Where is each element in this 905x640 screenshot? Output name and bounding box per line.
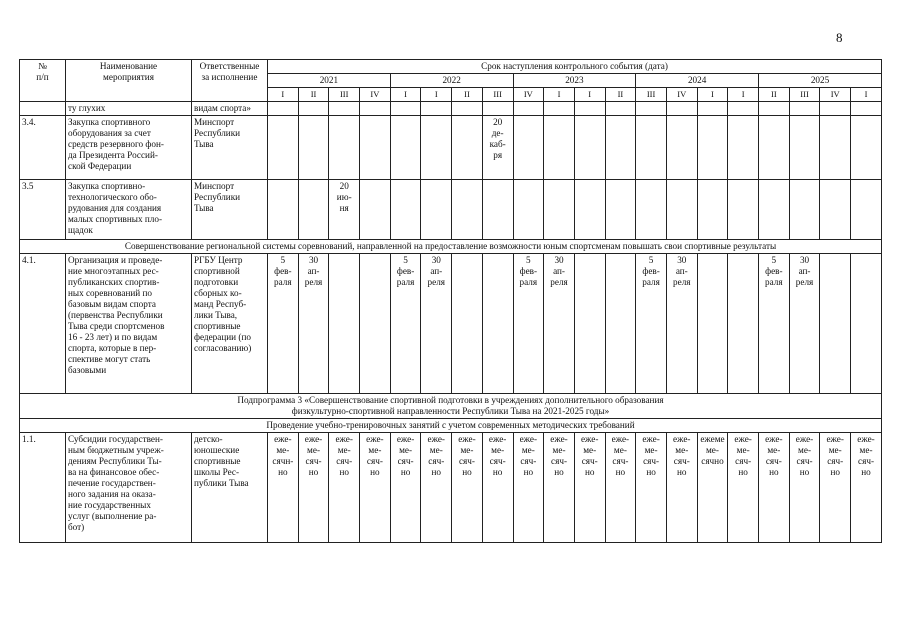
header-deadline: Срок наступления контрольного события (дата)	[268, 60, 882, 74]
quarter-header: I	[390, 88, 421, 102]
date-cell	[544, 116, 575, 180]
date-cell: еже- ме- сяч- но	[390, 433, 421, 543]
date-cell: ежеме ме- сячно	[697, 433, 728, 543]
date-cell	[452, 180, 483, 240]
date-cell	[605, 116, 636, 180]
year-header: 2025	[759, 74, 882, 88]
date-cell	[390, 116, 421, 180]
date-cell	[360, 116, 391, 180]
date-cell: еже- ме- сяч- но	[605, 433, 636, 543]
date-cell	[789, 116, 820, 180]
date-cell: 5 фев- раля	[759, 254, 790, 394]
control-events-table	[19, 59, 882, 543]
date-cell	[390, 102, 421, 116]
date-cell	[360, 102, 391, 116]
responsible: детско- юношеские спортивные школы Рес- публики Тыва	[192, 433, 268, 543]
date-cell	[605, 180, 636, 240]
date-cell	[513, 180, 544, 240]
date-cell	[820, 254, 851, 394]
quarter-header: I	[697, 88, 728, 102]
date-cell: 30 ап- реля	[544, 254, 575, 394]
date-cell	[820, 180, 851, 240]
section-heading-text: Совершенствование региональной системы соревнований, направленной на предоставление возможности юным спортсменам повышать свои спортивные результаты	[20, 240, 882, 254]
quarter-header: II	[605, 88, 636, 102]
section-heading-text: Проведение учебно-тренировочных занятий с учетом современных методических требований	[20, 419, 882, 433]
date-cell: еже- ме- сяч- но	[544, 433, 575, 543]
row-number: 3.4.	[20, 116, 66, 180]
header-name: Наименование мероприятия	[66, 60, 192, 102]
date-cell: 30 ап- реля	[298, 254, 329, 394]
year-header: 2023	[513, 74, 636, 88]
section-heading	[20, 419, 882, 433]
date-cell	[329, 102, 360, 116]
quarter-header: I	[421, 88, 452, 102]
subprogram-heading	[20, 394, 882, 419]
year-header: 2024	[636, 74, 759, 88]
quarter-header: I	[728, 88, 759, 102]
quarter-header: I	[544, 88, 575, 102]
date-cell: еже- ме- сяч- но	[360, 433, 391, 543]
date-cell	[421, 102, 452, 116]
date-cell	[851, 102, 882, 116]
date-cell	[482, 180, 513, 240]
date-cell	[697, 180, 728, 240]
quarter-header: II	[452, 88, 483, 102]
event-name: Организация и проведе- ние многоэтапных рес- публиканских спортив- ных соревнований по базовым видам спорта (первенства Республики Тыва среди спортсменов 16 - 23 лет) и по видам спорта, которые в пер- спективе могут стать базовыми	[66, 254, 192, 394]
event-name: ту глухих	[66, 102, 192, 116]
date-cell	[298, 180, 329, 240]
date-cell	[268, 180, 299, 240]
date-cell	[666, 180, 697, 240]
date-cell	[298, 102, 329, 116]
date-cell: еже- ме- сяч- но	[728, 433, 759, 543]
row-number: 3.5	[20, 180, 66, 240]
date-cell: 30 ап- реля	[421, 254, 452, 394]
date-cell: еже- ме- сяч- но	[513, 433, 544, 543]
date-cell	[574, 102, 605, 116]
date-cell	[759, 116, 790, 180]
event-name: Закупка спортивно- технологического обо- рудования для создания малых спортивных пло- щадок	[66, 180, 192, 240]
responsible: Минспорт Республики Тыва	[192, 116, 268, 180]
date-cell	[728, 180, 759, 240]
date-cell	[789, 180, 820, 240]
date-cell	[820, 116, 851, 180]
date-cell	[452, 102, 483, 116]
table-row	[20, 180, 882, 240]
date-cell: 30 ап- реля	[666, 254, 697, 394]
date-cell	[697, 102, 728, 116]
date-cell: 5 фев- раля	[268, 254, 299, 394]
quarter-header: IV	[666, 88, 697, 102]
quarter-header: II	[759, 88, 790, 102]
date-cell	[329, 254, 360, 394]
date-cell	[666, 102, 697, 116]
date-cell	[697, 116, 728, 180]
year-header: 2022	[390, 74, 513, 88]
date-cell: еже- ме- сяч- но	[636, 433, 667, 543]
quarter-header: I	[574, 88, 605, 102]
event-name: Закупка спортивного оборудования за счет средств резервного фон- да Президента Россий- ской Федерации	[66, 116, 192, 180]
row-number: 1.1.	[20, 433, 66, 543]
date-cell: еже- ме- сяч- но	[666, 433, 697, 543]
quarter-header: III	[789, 88, 820, 102]
date-cell	[574, 116, 605, 180]
date-cell	[759, 180, 790, 240]
date-cell	[298, 116, 329, 180]
date-cell: еже- ме- сяч- но	[482, 433, 513, 543]
page-number: 8	[836, 30, 843, 45]
year-header: 2021	[268, 74, 391, 88]
date-cell: еже- ме- сяч- но	[298, 433, 329, 543]
date-cell	[759, 102, 790, 116]
date-cell	[544, 102, 575, 116]
date-cell: еже- ме- сяч- но	[452, 433, 483, 543]
date-cell	[605, 254, 636, 394]
date-cell: 5 фев- раля	[636, 254, 667, 394]
date-cell	[728, 254, 759, 394]
date-cell	[636, 116, 667, 180]
date-cell	[482, 102, 513, 116]
date-cell	[820, 102, 851, 116]
date-cell	[482, 254, 513, 394]
date-cell	[728, 116, 759, 180]
quarter-header: III	[636, 88, 667, 102]
date-cell	[268, 116, 299, 180]
date-cell: 30 ап- реля	[789, 254, 820, 394]
table-row	[20, 116, 882, 180]
quarter-header: IV	[513, 88, 544, 102]
date-cell	[544, 180, 575, 240]
header-num: № п/п	[20, 60, 66, 102]
date-cell	[268, 102, 299, 116]
date-cell: еже- ме- сяч- но	[851, 433, 882, 543]
responsible: РГБУ Центр спортивной подготовки сборных ко- манд Респуб- лики Тыва, спортивные федерации (по согласованию)	[192, 254, 268, 394]
date-cell	[513, 116, 544, 180]
date-cell	[390, 180, 421, 240]
date-cell: еже- ме- сячн- но	[268, 433, 299, 543]
quarter-header: IV	[820, 88, 851, 102]
quarter-header: III	[329, 88, 360, 102]
date-cell	[360, 180, 391, 240]
date-cell	[360, 254, 391, 394]
responsible: Минспорт Республики Тыва	[192, 180, 268, 240]
date-cell	[636, 180, 667, 240]
date-cell	[421, 116, 452, 180]
date-cell	[789, 102, 820, 116]
date-cell	[666, 116, 697, 180]
date-cell	[513, 102, 544, 116]
event-name: Субсидии государствен- ным бюджетным учреж- дениям Республики Ты- ва на финансовое обес- печение государствен- ного задания на оказа- ние государственных услуг (выполнение ра- бот)	[66, 433, 192, 543]
header-responsible: Ответственные за исполнение	[192, 60, 268, 102]
date-cell	[697, 254, 728, 394]
date-cell	[851, 116, 882, 180]
quarter-header: II	[298, 88, 329, 102]
date-cell	[636, 102, 667, 116]
date-cell	[452, 116, 483, 180]
responsible: видам спорта»	[192, 102, 268, 116]
row-number: 4.1.	[20, 254, 66, 394]
subprogram-heading-text: Подпрограмма 3 «Совершенствование спортивной подготовки в учреждениях дополнительного образования физкультурно-спортивной направленности Республики Тыва на 2021-2025 годы»	[20, 394, 882, 419]
date-cell: еже- ме- сяч- но	[820, 433, 851, 543]
date-cell	[851, 254, 882, 394]
date-cell: 20 ию- ня	[329, 180, 360, 240]
date-cell: еже- ме- сяч- но	[759, 433, 790, 543]
date-cell	[605, 102, 636, 116]
section-heading	[20, 240, 882, 254]
quarter-header: III	[482, 88, 513, 102]
table-row	[20, 433, 882, 543]
table-row	[20, 102, 882, 116]
date-cell	[574, 254, 605, 394]
date-cell	[851, 180, 882, 240]
table-row	[20, 254, 882, 394]
date-cell: 20 де- каб- ря	[482, 116, 513, 180]
quarter-header: I	[851, 88, 882, 102]
date-cell	[452, 254, 483, 394]
row-number	[20, 102, 66, 116]
date-cell	[574, 180, 605, 240]
quarter-header: IV	[360, 88, 391, 102]
date-cell: еже- ме- сяч- но	[574, 433, 605, 543]
date-cell: 5 фев- раля	[513, 254, 544, 394]
date-cell: еже- ме- сяч- но	[329, 433, 360, 543]
date-cell: еже- ме- сяч- но	[789, 433, 820, 543]
date-cell	[329, 116, 360, 180]
date-cell: 5 фев- раля	[390, 254, 421, 394]
quarter-header: I	[268, 88, 299, 102]
date-cell	[728, 102, 759, 116]
date-cell: еже- ме- сяч- но	[421, 433, 452, 543]
date-cell	[421, 180, 452, 240]
